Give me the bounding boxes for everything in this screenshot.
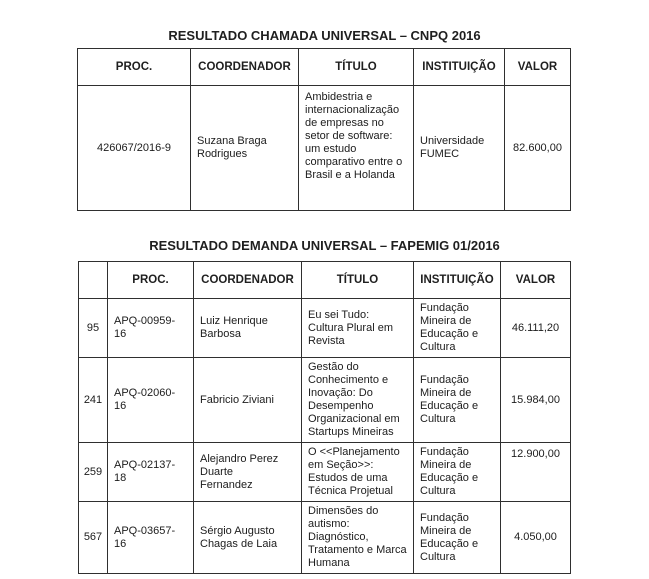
header-coordenador: COORDENADOR (191, 49, 299, 86)
proc-cell: 426067/2016-9 (78, 86, 191, 211)
valor-cell: 4.050,00 (501, 502, 571, 574)
header-titulo: TÍTULO (299, 49, 414, 86)
header-proc: PROC. (108, 262, 194, 299)
valor-cell: 82.600,00 (505, 86, 571, 211)
instituicao-cell: Fundação Mineira de Educação e Cultura (414, 443, 501, 502)
proc-cell: APQ-02060-16 (108, 358, 194, 443)
table2-header-row (79, 262, 571, 299)
table-row (79, 358, 571, 443)
row-number-cell: 241 (79, 358, 108, 443)
proc-cell: APQ-02137-18 (108, 443, 194, 502)
row-number-cell: 95 (79, 299, 108, 358)
titulo-cell: Ambidestria e internacionalização de empresas no setor de software: um estudo comparativo entre o Brasil e a Holanda (299, 86, 414, 211)
coordenador-cell: Luiz Henrique Barbosa (194, 299, 302, 358)
table2-title: RESULTADO DEMANDA UNIVERSAL – FAPEMIG 01/2016 (149, 238, 500, 253)
fapemig-results-table (78, 261, 571, 574)
table1-title: RESULTADO CHAMADA UNIVERSAL – CNPQ 2016 (168, 28, 481, 43)
table-row (78, 86, 571, 211)
instituicao-cell: Fundação Mineira de Educação e Cultura (414, 358, 501, 443)
header-instituicao: INSTITUIÇÃO (414, 49, 505, 86)
valor-cell: 12.900,00 (501, 443, 571, 502)
header-instituicao: INSTITUIÇÃO (414, 262, 501, 299)
titulo-cell: Dimensões do autismo: Diagnóstico, Tratamento e Marca Humana (302, 502, 414, 574)
row-number-cell: 567 (79, 502, 108, 574)
header-titulo: TÍTULO (302, 262, 414, 299)
coordenador-cell: Suzana Braga Rodrigues (191, 86, 299, 211)
coordenador-cell: Fabricio Ziviani (194, 358, 302, 443)
instituicao-cell: Fundação Mineira de Educação e Cultura (414, 299, 501, 358)
instituicao-cell: Universidade FUMEC (414, 86, 505, 211)
row-number-cell: 259 (79, 443, 108, 502)
proc-cell: APQ-00959-16 (108, 299, 194, 358)
coordenador-cell: Sérgio Augusto Chagas de Laia (194, 502, 302, 574)
header-valor: VALOR (501, 262, 571, 299)
header-proc: PROC. (78, 49, 191, 86)
header-coordenador: COORDENADOR (194, 262, 302, 299)
header-blank (79, 262, 108, 299)
proc-cell: APQ-03657-16 (108, 502, 194, 574)
table-row (79, 502, 571, 574)
titulo-cell: O <<Planejamento em Seção>>: Estudos de uma Técnica Projetual (302, 443, 414, 502)
instituicao-cell: Fundação Mineira de Educação e Cultura (414, 502, 501, 574)
coordenador-cell: Alejandro Perez Duarte Fernandez (194, 443, 302, 502)
header-valor: VALOR (505, 49, 571, 86)
table-row (79, 443, 571, 502)
cnpq-results-table (77, 48, 571, 211)
titulo-cell: Gestão do Conhecimento e Inovação: Do Desempenho Organizacional em Startups Mineiras (302, 358, 414, 443)
valor-cell: 15.984,00 (501, 358, 571, 443)
table-row (79, 299, 571, 358)
titulo-cell: Eu sei Tudo: Cultura Plural em Revista (302, 299, 414, 358)
table1-header-row (78, 49, 571, 86)
valor-cell: 46.111,20 (501, 299, 571, 358)
